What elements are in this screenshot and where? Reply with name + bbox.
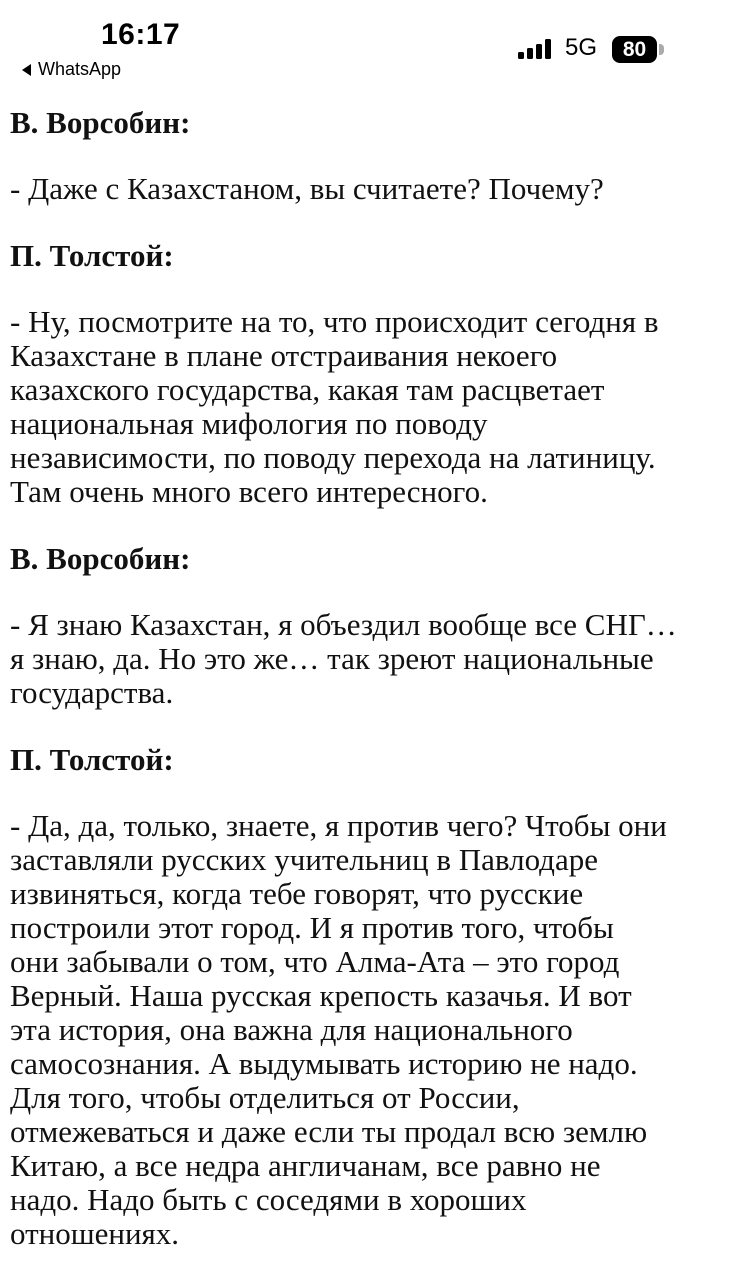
transcript-line: - Ну, посмотрите на то, что происходит сегодня в [10, 304, 659, 339]
paragraph-gap [10, 777, 722, 809]
transcript-line: национальная мифология по поводу [10, 406, 488, 441]
transcript-line: заставляли русских учительниц в Павлодаре [10, 842, 598, 877]
transcript-line: отношениях. [10, 1216, 180, 1251]
transcript-line: надо. Надо быть с соседями в хороших [10, 1182, 527, 1217]
speaker-name: В. Ворсобин: [10, 541, 191, 576]
transcript-line: я знаю, да. Но это же… так зреют национальные [10, 641, 654, 676]
paragraph-gap [10, 710, 722, 743]
status-bar [0, 0, 730, 92]
paragraph-gap [10, 273, 722, 305]
transcript-line: извиняться, когда тебе говорят, что русские [10, 876, 584, 911]
transcript-line: Казахстане в плане отстраивания некоего [10, 338, 558, 373]
transcript-line: - Я знаю Казахстан, я объездил вообще все СНГ… [10, 607, 677, 642]
transcript-line: отмежеваться и даже если ты продал всю землю [10, 1114, 648, 1149]
back-label: WhatsApp [38, 59, 122, 79]
battery-tip [659, 44, 664, 55]
back-to-whatsapp-link[interactable] [22, 59, 121, 80]
speaker-name: П. Толстой: [10, 742, 174, 777]
paragraph-gap [10, 576, 722, 608]
transcript-line: они забывали о том, что Алма-Ата – это город [10, 944, 620, 979]
transcript-line: Китаю, а все недра англичанам, все равно не [10, 1148, 601, 1183]
transcript-line: Для того, чтобы отделиться от России, [10, 1080, 520, 1115]
paragraph-gap [10, 509, 722, 542]
transcript-line: казахского государства, какая там расцветает [10, 372, 605, 407]
speaker-name: В. Ворсобин: [10, 105, 191, 140]
transcript-line: построили этот город. И я против того, чтобы [10, 910, 614, 945]
transcript-line: независимости, по поводу перехода на латиницу. [10, 440, 656, 475]
transcript-line: Там очень много всего интересного. [10, 474, 488, 509]
speaker-name: П. Толстой: [10, 238, 174, 273]
paragraph-gap [10, 206, 722, 239]
transcript-line: эта история, она важна для национального [10, 1012, 573, 1047]
paragraph-gap [10, 140, 722, 172]
transcript-line: Верный. Наша русская крепость казачья. И вот [10, 978, 632, 1013]
battery-icon [612, 36, 657, 63]
transcript-line: - Да, да, только, знаете, я против чего? Чтобы они [10, 808, 667, 843]
transcript-line: самосознания. А выдумывать историю не надо. [10, 1046, 638, 1081]
status-time: 16:17 [101, 18, 181, 51]
back-arrow-icon [22, 64, 31, 76]
transcript-line: - Даже с Казахстаном, вы считаете? Почему? [10, 171, 604, 206]
signal-icon [517, 38, 555, 60]
network-label: 5G [565, 34, 598, 61]
transcript-content [10, 106, 722, 1251]
transcript-line: государства. [10, 675, 174, 710]
battery-level: 80 [622, 38, 647, 61]
